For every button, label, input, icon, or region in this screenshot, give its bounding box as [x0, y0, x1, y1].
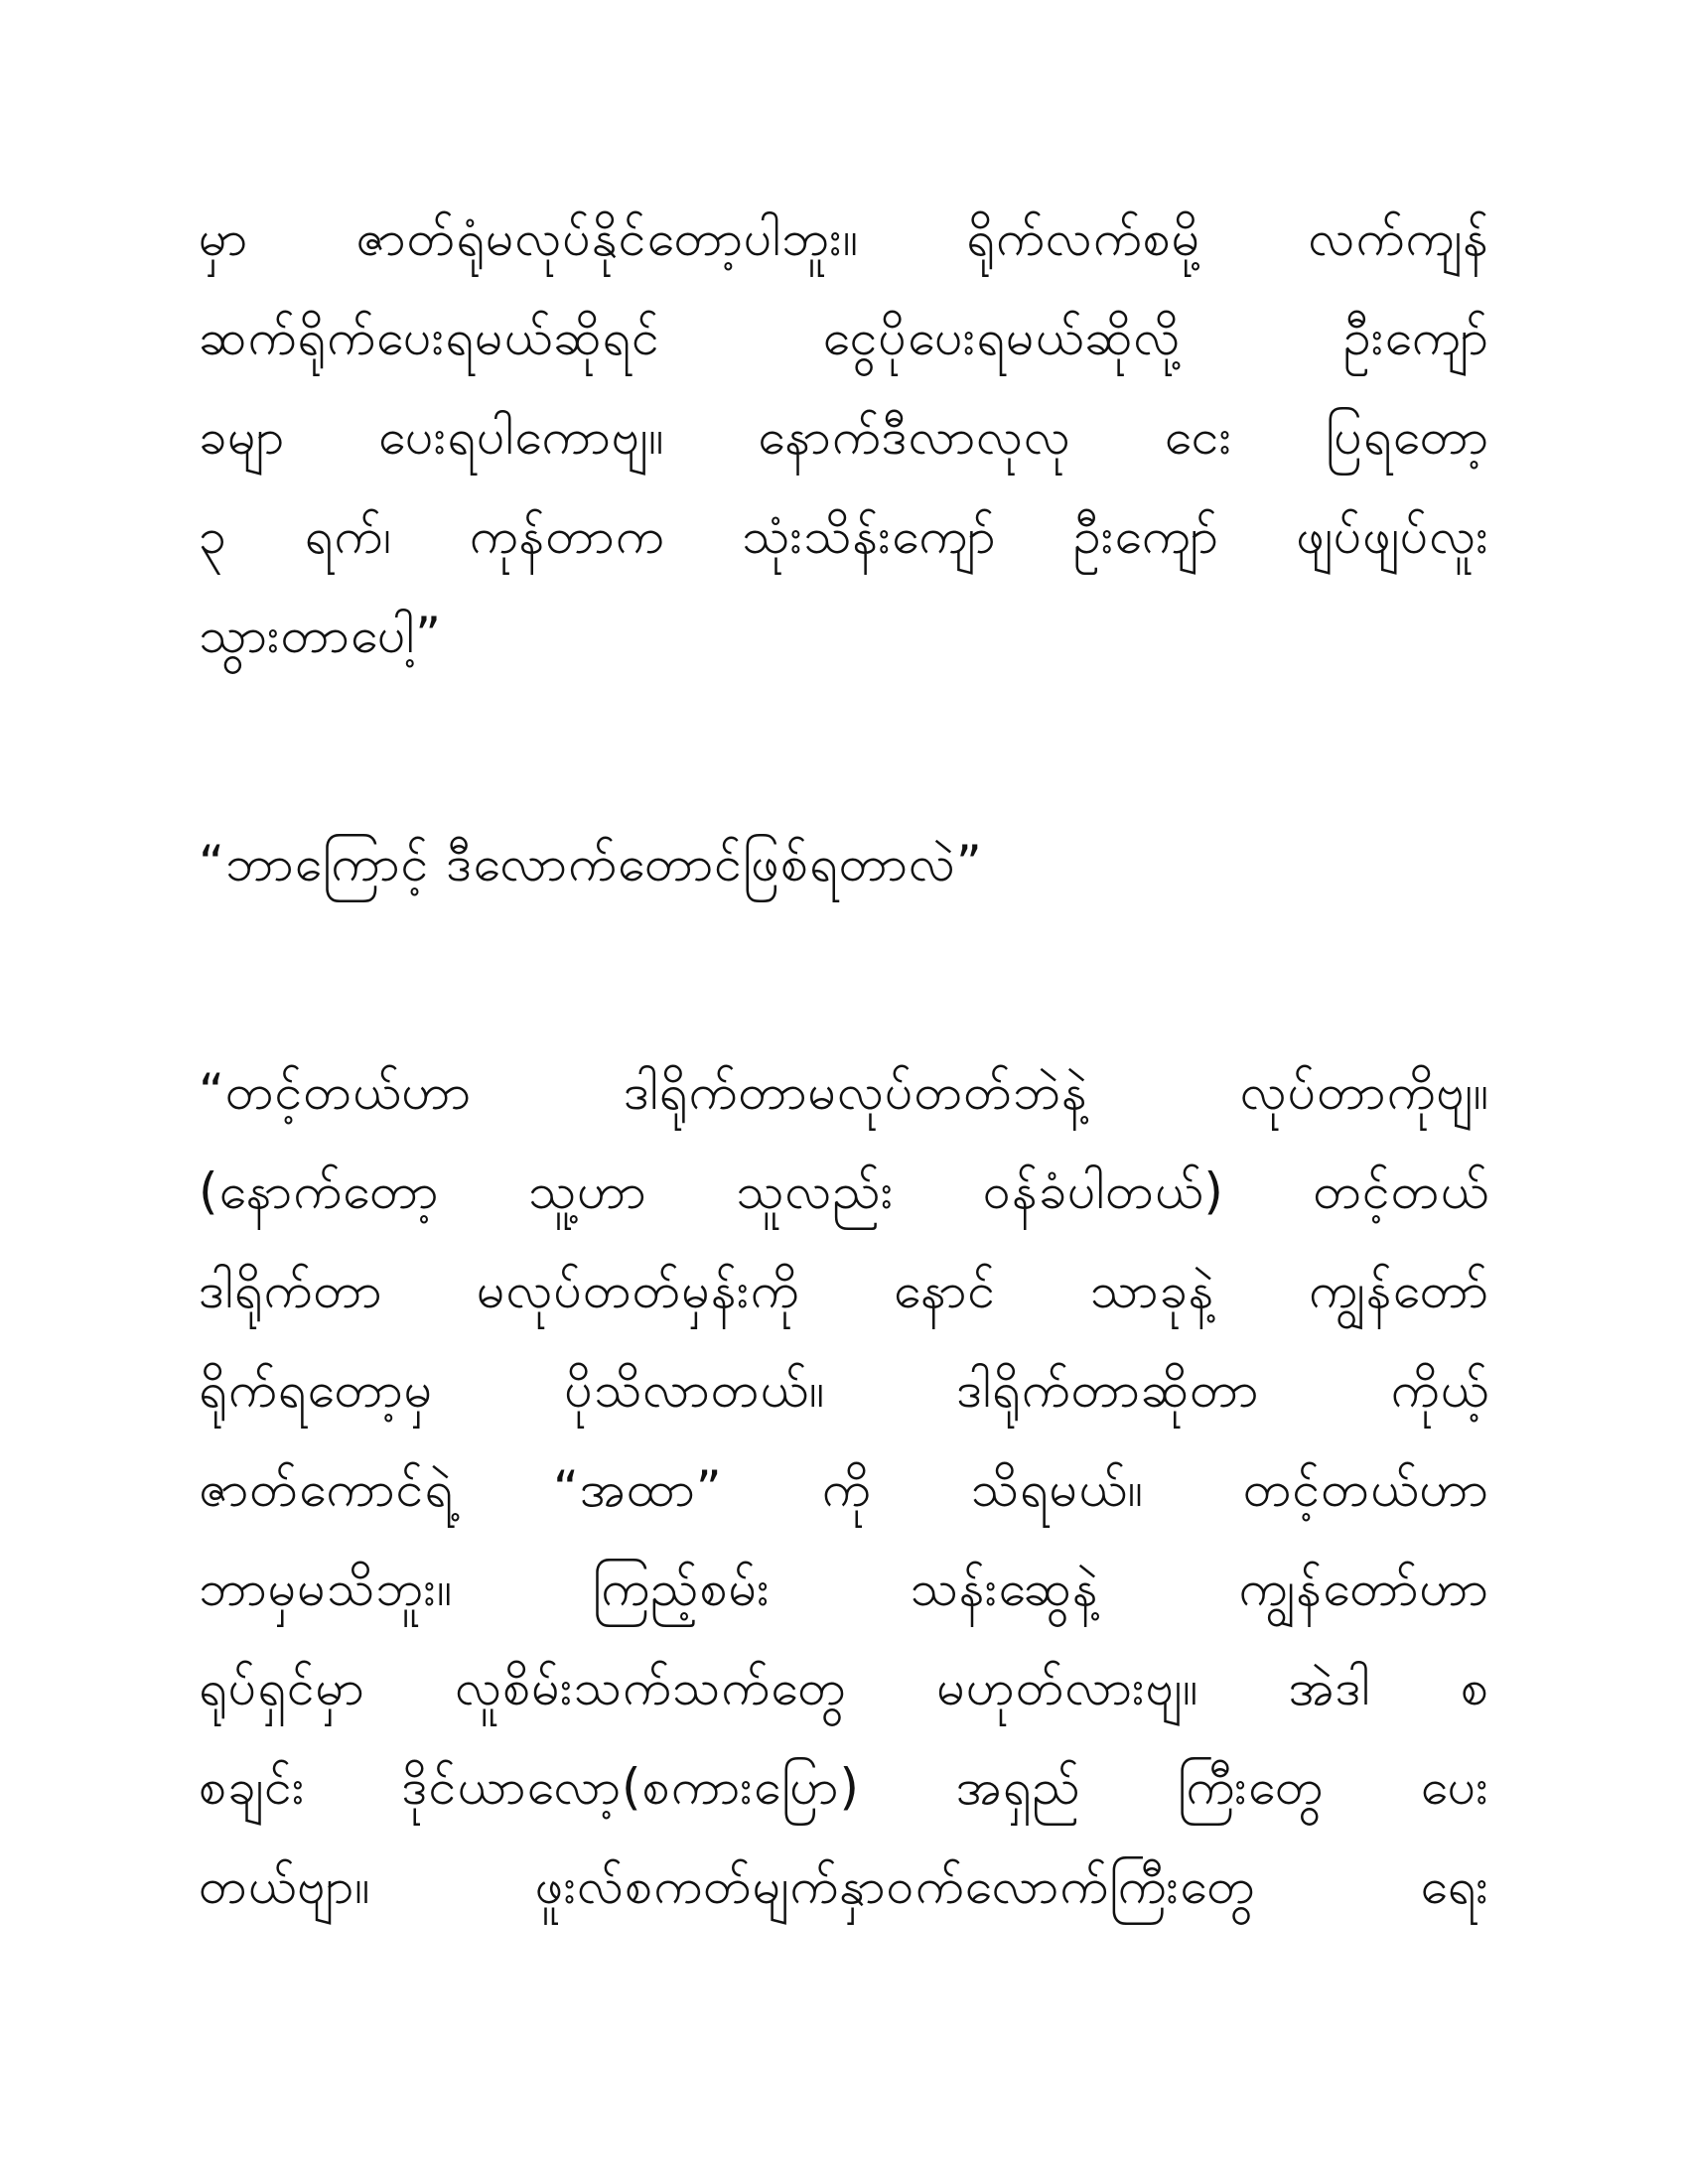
text-line: ၃ ရက်၊ ကုန်တာက သုံးသိန်းကျော် ဦးကျော် ဖျပ်ဖျပ်လူး — [199, 507, 1489, 565]
text-line: ဇာတ်ကောင်ရဲ့ “အထာ” ကို သိရမယ်။ တင့်တယ်ဟာ — [199, 1460, 1489, 1518]
text-line: ဒါရိုက်တာ မလုပ်တတ်မှန်းကို နောင် သာခုနဲ့ ကျွန်တော် — [199, 1262, 1489, 1319]
text-line: သွားတာပေါ့” — [199, 607, 443, 664]
text-line: တယ်ဗျာ။ ဖူးလ်စကတ်မျက်နှာဝက်လောက်ကြီးတွေ ရေး — [199, 1857, 1489, 1915]
text-line: စချင်း ဒိုင်ယာလော့(စကားပြော) အရှည် ကြီးတွေ ပေး — [199, 1758, 1489, 1816]
text-line: (နောက်တော့ သူ့ဟာ သူလည်း ဝန်ခံပါတယ်) တင့်တယ် — [199, 1162, 1489, 1220]
text-line: “တင့်တယ်ဟာ ဒါရိုက်တာမလုပ်တတ်ဘဲနဲ့ လုပ်တာကိုဗျ။ — [199, 1063, 1489, 1121]
text-line: ဘာမှမသိဘူး။ ကြည့်စမ်း သန်းဆွေနဲ့ ကျွန်တော်ဟာ — [199, 1560, 1489, 1617]
text-line: “ဘာကြောင့် ဒီလောက်တောင်ဖြစ်ရတာလဲ” — [199, 835, 983, 892]
text-line: မှာ ဇာတ်ရုံမလုပ်နိုင်တော့ပါဘူး။ ရိုက်လက်စမို့ လက်ကျန် — [199, 209, 1489, 267]
text-line: ခမျာ ပေးရပါကောဗျ။ နောက်ဒီလာလုလု ငေး ပြရတော့ — [199, 408, 1489, 466]
text-line: ရုပ်ရှင်မှာ လူစိမ်းသက်သက်တွေ မဟုတ်လားဗျ။ အဲဒါ စ — [199, 1659, 1489, 1716]
text-line: ဆက်ရိုက်ပေးရမယ်ဆိုရင် ငွေပိုပေးရမယ်ဆိုလို့ ဦးကျော် — [199, 309, 1489, 366]
text-line: ရိုက်ရတော့မှ ပိုသိလာတယ်။ ဒါရိုက်တာဆိုတာ ကိုယ့် — [199, 1361, 1489, 1419]
